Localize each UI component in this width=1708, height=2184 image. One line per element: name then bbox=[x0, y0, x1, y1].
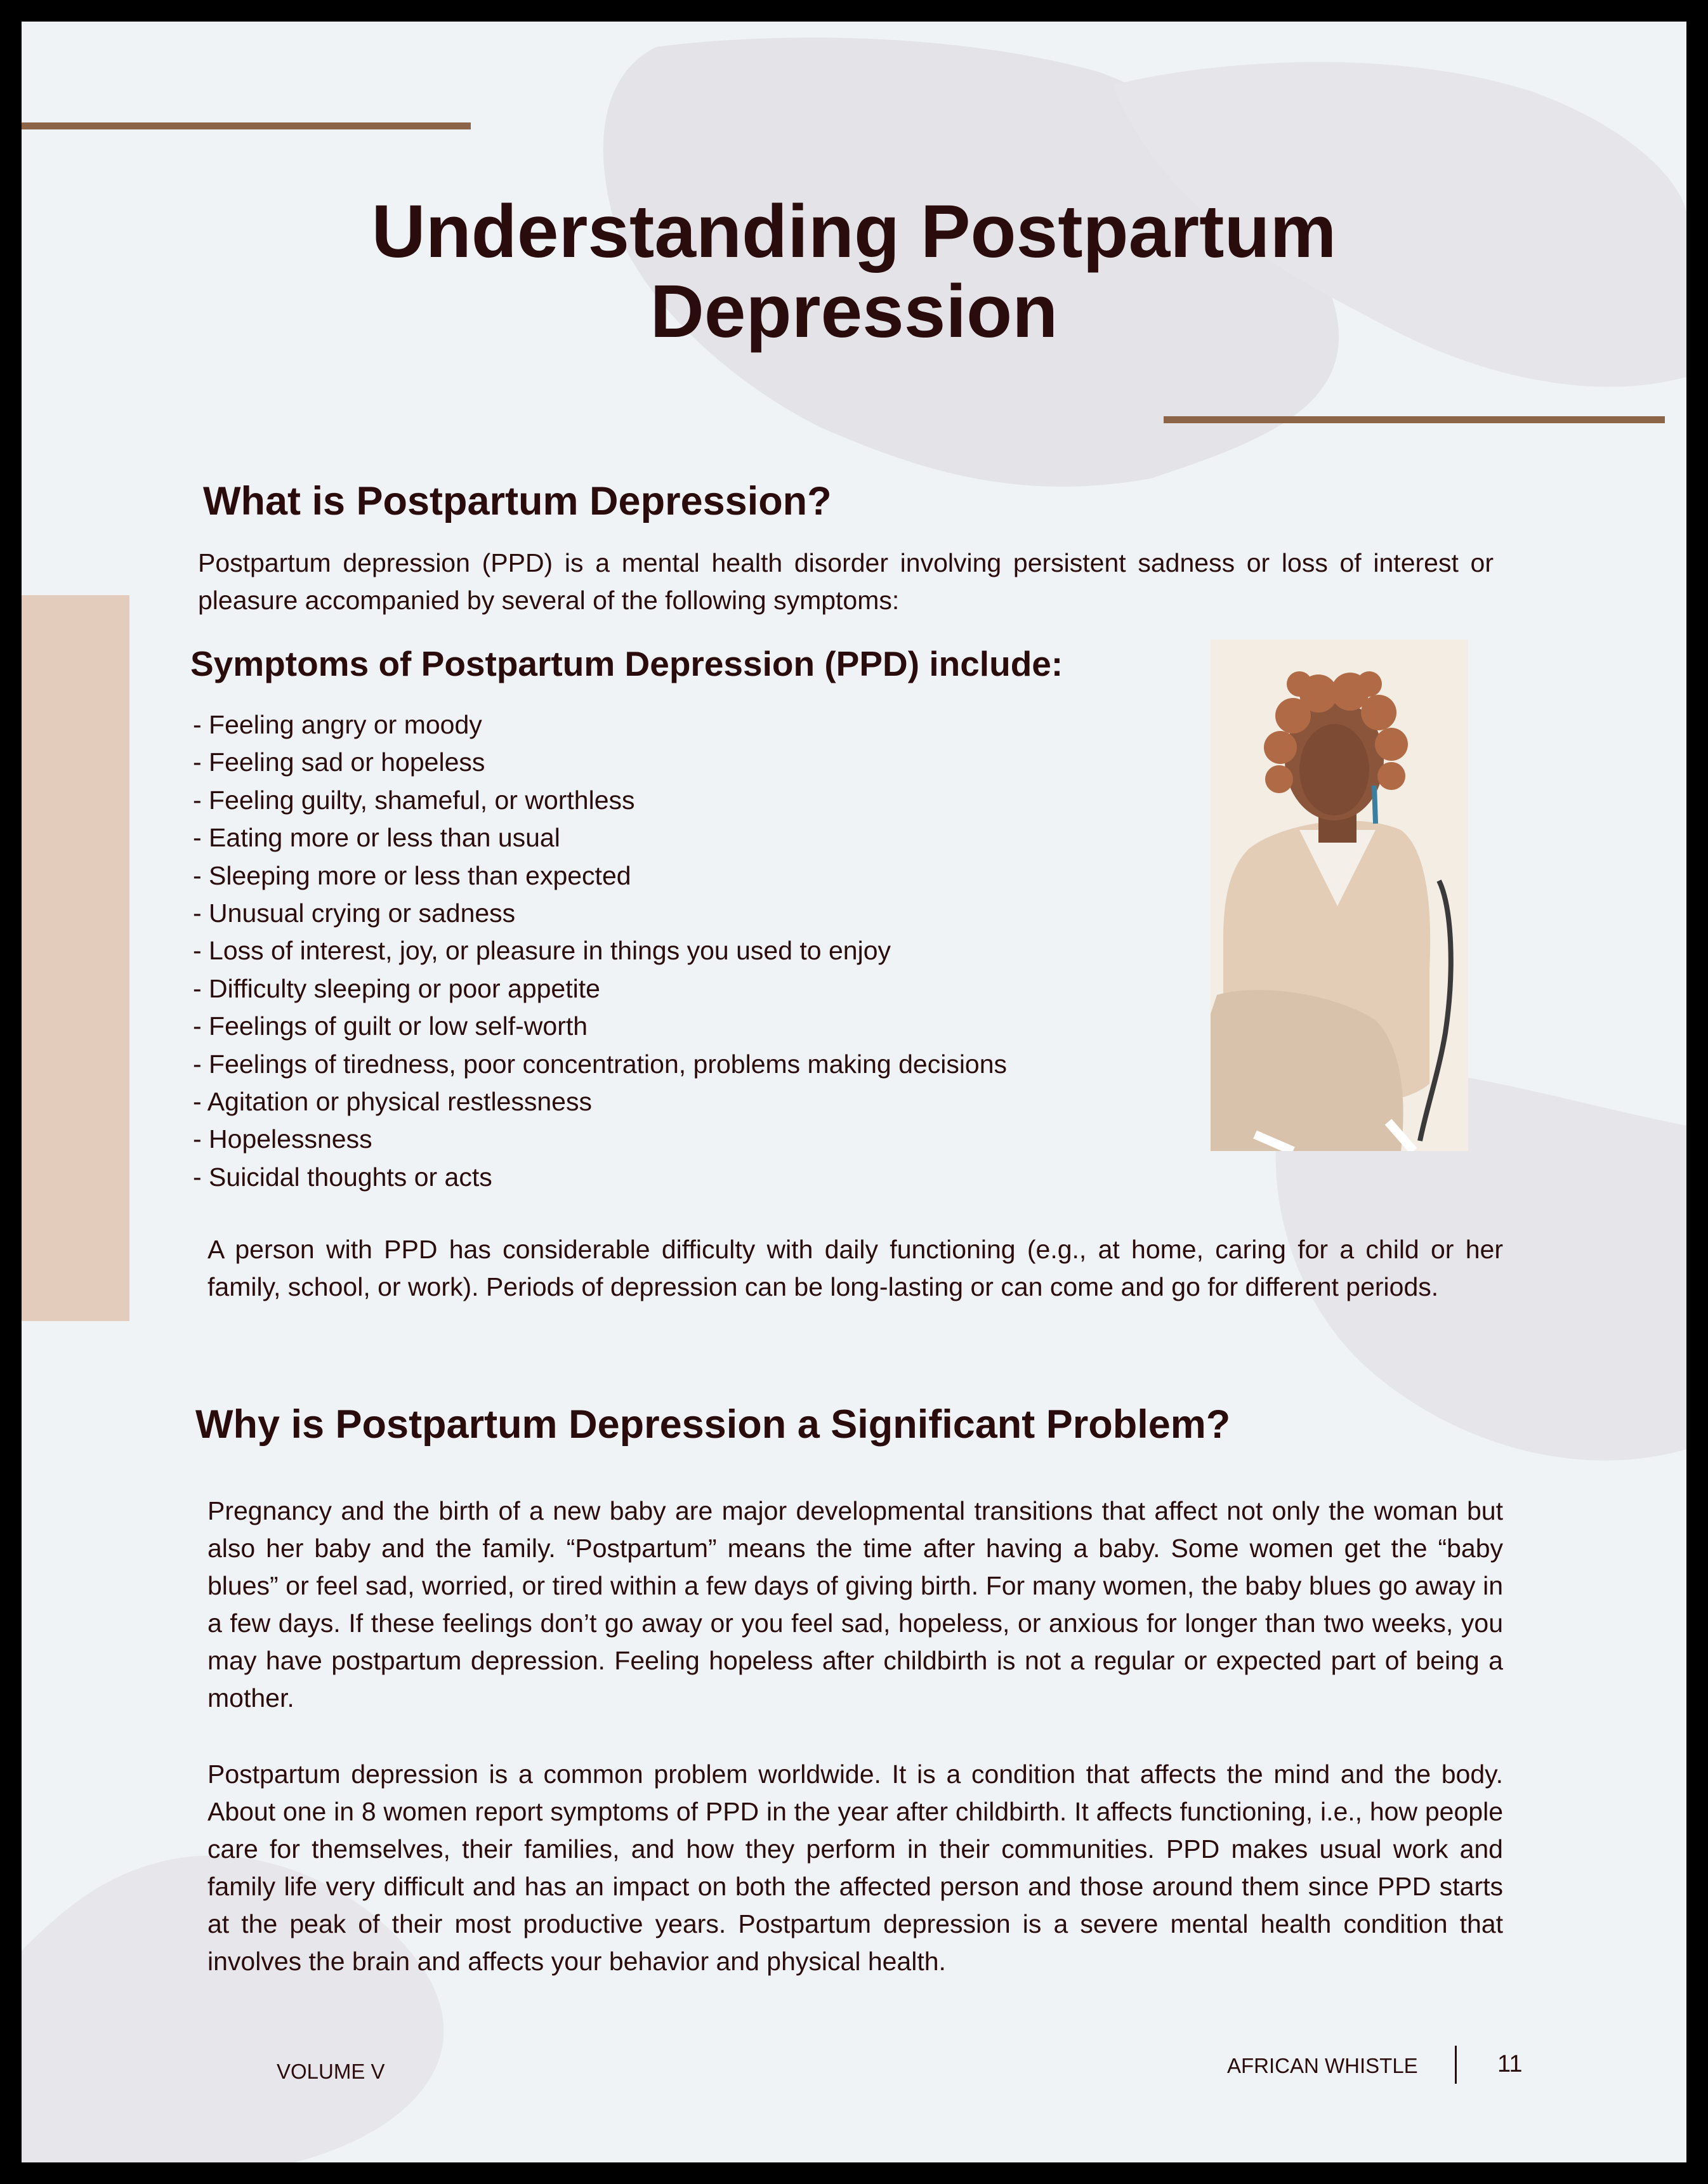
list-item: - Feelings of guilt or low self-worth bbox=[193, 1011, 588, 1041]
list-item: - Feeling guilty, shameful, or worthless bbox=[193, 785, 635, 815]
list-item: - Agitation or physical restlessness bbox=[193, 1087, 592, 1117]
footer-divider bbox=[1455, 2046, 1457, 2084]
page-title bbox=[22, 192, 1686, 352]
side-accent-block bbox=[22, 595, 129, 1321]
why-paragraph-2: Postpartum depression is a common problem worldwide. It is a condition that affects the mind and the body. About one in 8 women report symptoms of PPD in the year after childbirth. It affects functioning, i.e., how people care for themselves, their families, and how they perform in their communities. PPD makes usual work and family life very difficult and has an impact on both the affected person and those around them since PPD starts at the peak of their most productive years. Postpartum depression is a severe mental health condition that involves the brain and affects your behavior and physical health. bbox=[207, 1760, 1503, 1976]
top-left-accent-rule bbox=[22, 122, 471, 129]
top-right-accent-rule bbox=[1164, 416, 1665, 423]
list-item: - Unusual crying or sadness bbox=[193, 898, 516, 928]
list-item: - Suicidal thoughts or acts bbox=[193, 1162, 492, 1192]
page-title-line-1: Understanding Postpartum bbox=[371, 190, 1337, 273]
list-item: - Sleeping more or less than expected bbox=[193, 860, 631, 890]
list-item: - Feeling angry or moody bbox=[193, 710, 482, 739]
symptoms-heading: Symptoms of Postpartum Depression (PPD) include: bbox=[190, 644, 1063, 683]
why-paragraph-1: Pregnancy and the birth of a new baby are major developmental transitions that affect not only the woman but also her baby and the family. “Postpartum” means the time after having a baby. Some women get the “baby blues” or feel sad, worried, or tired within a few days of giving birth. For many women, the baby blues go away in a few days. If these feelings don’t go away or you feel sad, hopeless, or anxious for longer than two weeks, you may have postpartum depression. Feeling hopeless after childbirth is not a regular or expected part of being a mother. bbox=[207, 1496, 1503, 1713]
list-item: - Loss of interest, joy, or pleasure in things you used to enjoy bbox=[193, 936, 891, 966]
section-heading-what-is-ppd: What is Postpartum Depression? bbox=[203, 479, 832, 523]
list-item: - Eating more or less than usual bbox=[193, 823, 560, 853]
page-title-line-2: Depression bbox=[650, 270, 1058, 353]
footer-publication-name: AFRICAN WHISTLE bbox=[1227, 2054, 1418, 2077]
list-item: - Difficulty sleeping or poor appetite bbox=[193, 973, 600, 1003]
magazine-page bbox=[22, 22, 1686, 2162]
footer-page-number: 11 bbox=[1497, 2051, 1523, 2077]
ppd-intro-paragraph: Postpartum depression (PPD) is a mental health disorder involving persistent sadness or loss of interest or pleasure accompanied by several of the following symptoms: bbox=[198, 548, 1494, 615]
woman-portrait-photo bbox=[1211, 640, 1468, 1151]
ppd-closing-paragraph: A person with PPD has considerable difficulty with daily functioning (e.g., at home, caring for a child or her family, school, or work). Periods of depression can be long-lasting or can come and go for different periods. bbox=[207, 1235, 1503, 1301]
list-item: - Feeling sad or hopeless bbox=[193, 747, 485, 777]
list-item: - Hopelessness bbox=[193, 1124, 372, 1154]
list-item: - Feelings of tiredness, poor concentration, problems making decisions bbox=[193, 1049, 1008, 1079]
symptoms-list bbox=[193, 706, 1007, 1196]
footer-volume: VOLUME V bbox=[277, 2060, 385, 2083]
section-heading-why-significant: Why is Postpartum Depression a Significant Problem? bbox=[195, 1402, 1231, 1447]
